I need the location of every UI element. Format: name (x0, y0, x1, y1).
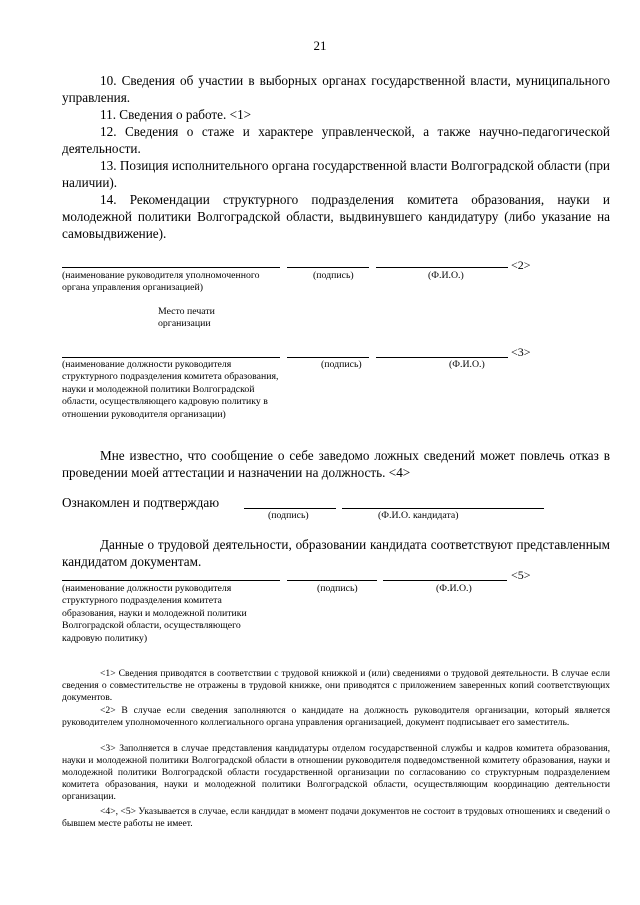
signature-line-fio (376, 357, 508, 358)
caption-fio: (Ф.И.О.) (449, 359, 485, 370)
ack-label: Ознакомлен и подтверждаю (62, 495, 220, 510)
caption-sign: (подпись) (268, 510, 309, 521)
caption-sign: (подпись) (321, 359, 362, 370)
signature-line-sign (244, 508, 336, 509)
caption-fio: (Ф.И.О.) (428, 270, 464, 281)
caption-name: (наименование должности руководителя структурного подразделения комитета образования, науки и молодежной политики Волгоградской области, осуществляющего кадровую политику в отношении руководителя организации) (62, 359, 279, 420)
footnote-1: <1> Сведения приводятся в соответствии с трудовой книжкой и (или) сведениями о трудовой деятельности. В случае если сведения о совместительстве не отражены в трудовой книжке, они приводятся с приложением заверенных копий соответствующих документов. (62, 668, 610, 703)
signature-line-fio (383, 580, 507, 581)
caption-sign: (подпись) (317, 583, 358, 594)
signature-line-name (62, 267, 280, 268)
footnote-ref-2: <2> (511, 258, 531, 272)
item-10: 10. Сведения об участии в выборных органах государственной власти, муниципального управления. (62, 73, 610, 105)
signature-line-name (62, 580, 280, 581)
item-13: 13. Позиция исполнительного органа государственной власти Волгоградской области (при наличии). (62, 158, 610, 190)
signature-line-fio (342, 508, 544, 509)
signature-line-sign (287, 580, 377, 581)
footnote-ref-5: <5> (511, 568, 531, 582)
page-number: 21 (313, 38, 327, 53)
signature-line-name (62, 357, 280, 358)
footnote-ref-3: <3> (511, 345, 531, 359)
caption-name: (наименование должности руководителя структурного подразделения комитета образования, науки и молодежной политики Волгоградской области, осуществляющего кадровую политику) (62, 583, 247, 644)
footnote-4-5: <4>, <5> Указывается в случае, если кандидат в момент подачи документов не состоит в трудовых отношениях и сведений о бывшем месте работы не имеет. (62, 806, 610, 829)
caption-fio-candidate: (Ф.И.О. кандидата) (378, 510, 459, 521)
footnote-3: <3> Заполняется в случае представления кандидатуры отделом государственной службы и кадров комитета образования, науки и молодежной политики Волгоградской области в отношении руководителя подведомственной комитету образования, науки и молодежной политики Волгоградской области государственной организации по согласованию со структурным подразделением комитета образования, науки и молодежной политики Волгоградской области, осуществляющим координацию деятельности организации. (62, 743, 610, 802)
item-12: 12. Сведения о стаже и характере управленческой, а также научно-педагогической деятельности. (62, 124, 610, 156)
caption-fio: (Ф.И.О.) (436, 583, 472, 594)
footnote-2: <2> В случае если сведения заполняются о кандидате на должность руководителя организации, который является руководителем уполномоченного коллегиального органа управления организацией, документ подписывает его заместитель. (62, 705, 610, 728)
statement-text: Мне известно, что сообщение о себе заведомо ложных сведений может повлечь отказ в проведении моей аттестации и назначении на должность. <4> (62, 448, 610, 480)
stamp-place: Место печати организации (158, 306, 215, 330)
data-statement-text: Данные о трудовой деятельности, образовании кандидата соответствуют представленным кандидатом документам. (62, 537, 610, 569)
item-11: 11. Сведения о работе. <1> (100, 107, 252, 122)
signature-line-sign (287, 267, 369, 268)
item-14: 14. Рекомендации структурного подразделения комитета образования, науки и молодежной политики Волгоградской области, выдвинувшего кандидатуру (либо указание на самовыдвижение). (62, 192, 610, 241)
caption-sign: (подпись) (313, 270, 354, 281)
caption-name: (наименование руководителя уполномоченного органа управления организацией) (62, 270, 260, 294)
signature-line-sign (287, 357, 369, 358)
signature-line-fio (376, 267, 508, 268)
